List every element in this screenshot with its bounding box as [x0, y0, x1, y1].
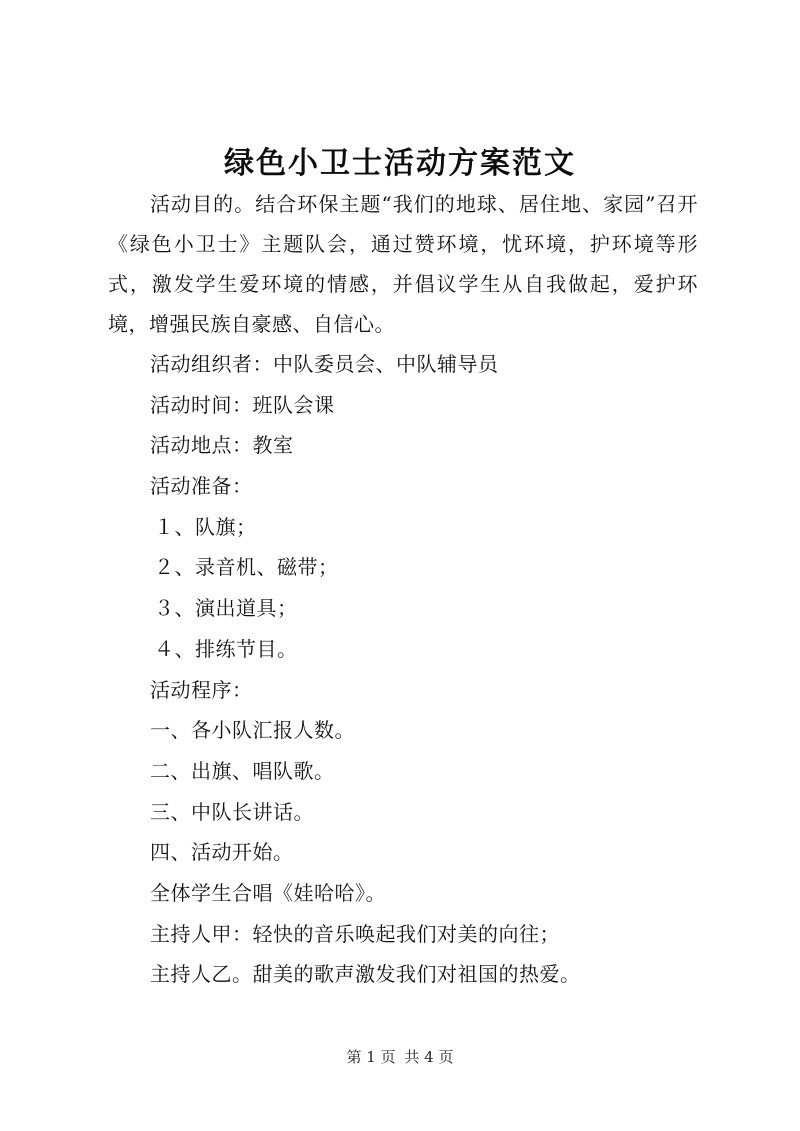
page-number: 第 1 页 — [346, 1048, 396, 1066]
body-line: 全体学生合唱《娃哈哈》。 — [150, 880, 386, 905]
procedure-step: 三、中队长讲话。 — [150, 799, 314, 824]
preparation-item: ２、录音机、磁带； — [154, 555, 339, 580]
preparation-item: １、队旗； — [154, 514, 257, 539]
body-line: 主持人甲：轻快的音乐唤起我们对美的向往； — [150, 921, 560, 946]
procedure-step: 二、出旗、唱队歌。 — [150, 758, 335, 783]
organizer-line: 活动组织者：中队委员会、中队辅导员 — [150, 352, 499, 376]
document-body — [108, 184, 698, 995]
intro-paragraph: 活动目的。结合环保主题“我们的地球、居住地、家园”召开《绿色小卫士》主题队会，通过赞环境，忧环境，护环境等形式，激发学生爱环境的情感，并倡议学生从自我做起，爱护环境，增强民族自豪感、自信心。 — [108, 192, 698, 336]
line-list — [108, 344, 698, 995]
procedure-step: 四、活动开始。 — [150, 840, 294, 865]
time-line: 活动时间：班队会课 — [150, 392, 335, 417]
procedure-step: 一、各小队汇报人数。 — [150, 718, 355, 743]
body-line: 主持人乙。甜美的歌声激发我们对祖国的热爱。 — [150, 962, 581, 987]
page-total: 共 4 页 — [404, 1048, 454, 1066]
preparation-heading: 活动准备： — [150, 474, 253, 499]
procedure-heading: 活动程序： — [150, 677, 253, 702]
location-line: 活动地点：教室 — [150, 433, 294, 458]
preparation-item: ３、演出道具； — [154, 596, 298, 621]
page-footer — [0, 1046, 800, 1067]
preparation-item: ４、排练节目。 — [154, 636, 298, 661]
document-title: 绿色小卫士活动方案范文 — [224, 146, 576, 181]
